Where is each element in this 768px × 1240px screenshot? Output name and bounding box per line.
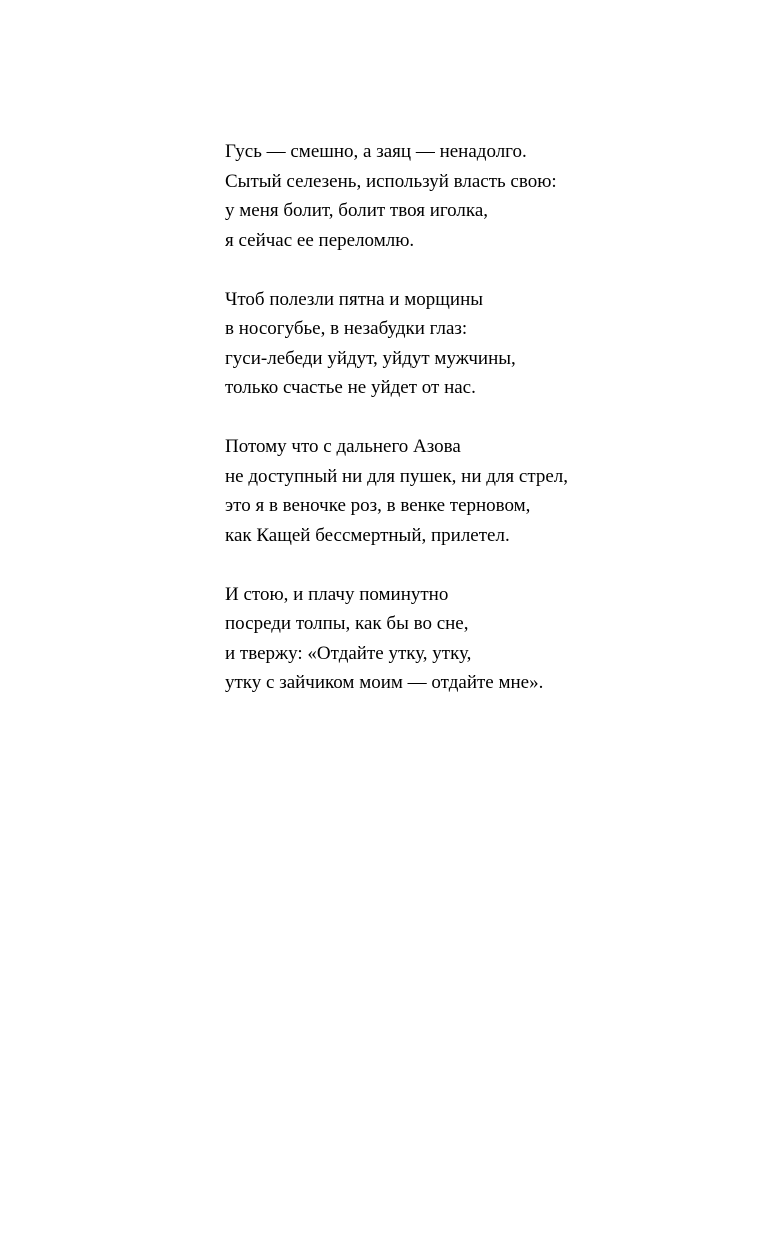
- poem-line: это я в веночке роз, в венке терновом,: [225, 495, 531, 516]
- poem-line: И стою, и плачу поминутно: [225, 583, 449, 605]
- poem-line: Гусь — смешно, а заяц — ненадолго.: [225, 141, 527, 162]
- poem-line: и твержу: «Отдайте утку, утку,: [225, 642, 472, 664]
- poem-line: только счастье не уйдет от нас.: [225, 377, 476, 398]
- poem-line: я сейчас ее переломлю.: [225, 229, 415, 251]
- stanza-2: [225, 285, 745, 403]
- poem-line: Сытый селезень, используй власть свою:: [225, 170, 557, 192]
- poem-body: [225, 137, 745, 698]
- poem-line: у меня болит, болит твоя иголка,: [225, 200, 489, 221]
- poem-line: в носогубье, в незабудки глаз:: [225, 318, 468, 339]
- poem-line: как Кащей бессмертный, прилетел.: [225, 524, 510, 546]
- poem-line: Чтоб полезли пятна и морщины: [225, 288, 484, 310]
- stanza-3: [225, 432, 745, 550]
- poem-line: не доступный ни для пушек, ни для стрел,: [225, 465, 569, 487]
- poem-line: гуси-лебеди уйдут, уйдут мужчины,: [225, 347, 516, 369]
- stanza-1: [225, 137, 745, 255]
- poem-line: Потому что с дальнего Азова: [225, 436, 461, 457]
- poem-line: посреди толпы, как бы во сне,: [225, 613, 469, 634]
- stanza-4: [225, 580, 745, 698]
- poem-line: утку с зайчиком моим — отдайте мне».: [225, 672, 544, 693]
